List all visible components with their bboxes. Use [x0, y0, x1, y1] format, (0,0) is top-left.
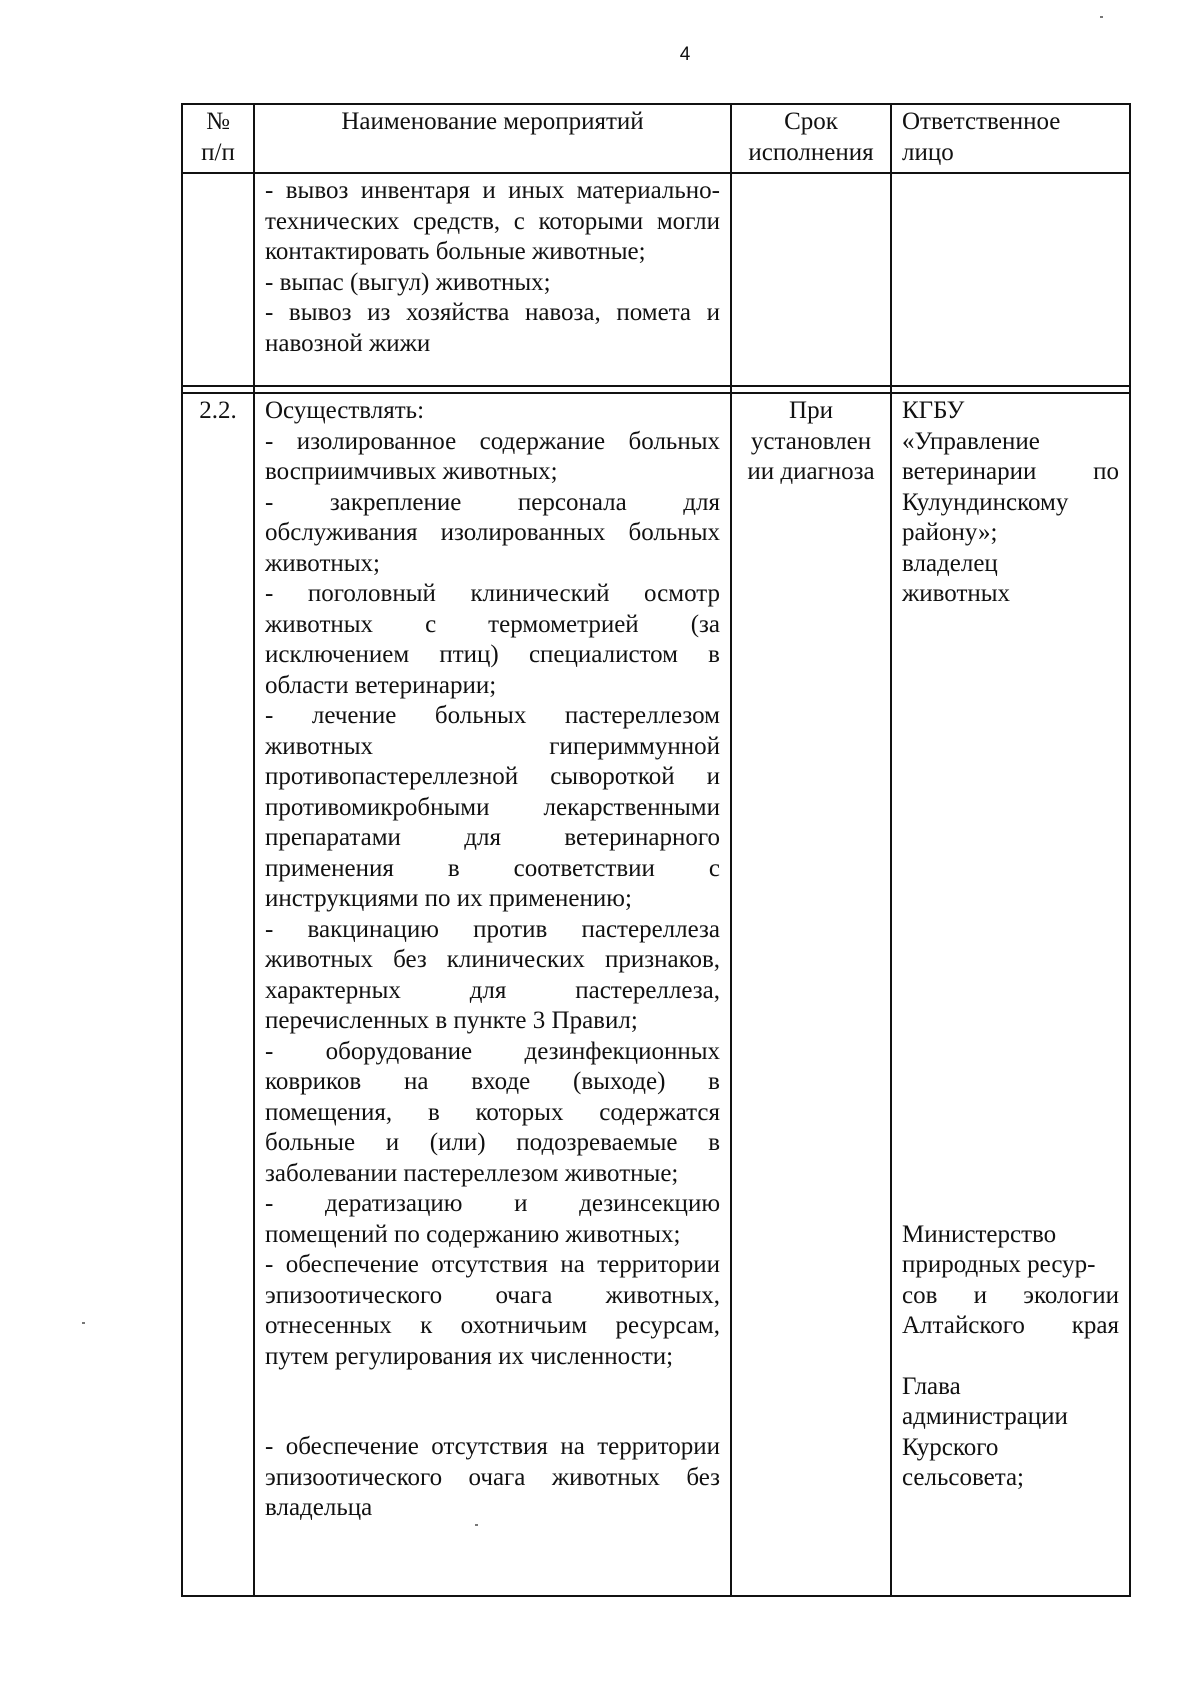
measure-line: - обеспечение отсутствия на территории: [265, 1251, 720, 1278]
responsible-line: администрации: [902, 1403, 1068, 1430]
responsible-line: Курского: [902, 1433, 999, 1461]
measure-line: противомикробными лекарственными: [265, 793, 720, 821]
responsible-line: Глава: [902, 1372, 961, 1400]
responsible-line: Алтайского края: [902, 1312, 1119, 1339]
measure-line: отнесенных к охотничьим ресурсам,: [265, 1312, 720, 1339]
header-term-line: исполнения: [748, 138, 874, 166]
header-term-line: Срок: [784, 108, 838, 135]
measure-line: обслуживания изолированных больных: [265, 519, 720, 546]
measure-line: ковриков на входе (выходе) в: [265, 1068, 720, 1095]
responsible-line: владелец: [902, 549, 998, 577]
measures-table: [181, 103, 1131, 1597]
measure-line: - поголовный клинический осмотр: [265, 580, 720, 607]
measure-line: животных без клинических признаков,: [265, 946, 720, 973]
measure-line: Осуществлять:: [265, 397, 425, 424]
responsible-line: сельсовета;: [902, 1464, 1024, 1491]
responsible-line: животных: [902, 580, 1011, 607]
responsible-line: району»;: [902, 519, 998, 546]
measure-line: технических средств, с которыми могли: [265, 207, 720, 235]
measure-line: препаратами для ветеринарного: [265, 824, 720, 851]
table-row: [182, 393, 1130, 1596]
scan-speck: [1100, 16, 1103, 18]
responsible-line: Министерство: [902, 1220, 1057, 1248]
measure-line: больные и (или) подозреваемые в: [265, 1129, 720, 1156]
measure-line: - изолированное содержание больных: [265, 427, 720, 455]
row-separator: [182, 386, 1130, 393]
row-number: [182, 173, 254, 386]
measure-line: - выпас (выгул) животных;: [265, 268, 551, 296]
measure-line: характерных для пастереллеза,: [265, 976, 720, 1004]
term-line: ии диагноза: [747, 458, 875, 485]
row-term: [731, 393, 891, 1596]
row-responsible: [891, 393, 1130, 1596]
responsible-line: Кулундинскому: [902, 488, 1069, 516]
measure-line: - оборудование дезинфекционных: [265, 1037, 720, 1065]
responsible-line: КГБУ: [902, 397, 965, 424]
measure-line: - лечение больных пастереллезом: [265, 702, 720, 729]
responsible-line: ветеринарии по: [902, 458, 1119, 485]
responsible-line: природных ресур-: [902, 1251, 1096, 1278]
measure-line: животных;: [265, 549, 381, 577]
responsible-group-vet: [902, 396, 1119, 610]
header-responsible-line: Ответственное: [902, 108, 1061, 135]
header-responsible-line: лицо: [902, 138, 954, 166]
header-num-line: №: [206, 108, 230, 135]
responsible-line: «Управление: [902, 427, 1040, 455]
measure-line: животных с термометрией (за: [265, 610, 720, 638]
scan-speck: [82, 1322, 85, 1324]
header-num-line: п/п: [201, 138, 235, 166]
term-line: При: [789, 397, 833, 424]
page-number: 4: [679, 44, 691, 65]
responsible-group-ministry: [902, 1220, 1119, 1342]
measure-line: эпизоотического очага животных,: [265, 1281, 720, 1309]
responsible-line: сов и экологии: [902, 1281, 1119, 1309]
row-number: 2.2.: [182, 393, 254, 1596]
separator-cell: [731, 386, 891, 393]
header-num: [182, 104, 254, 173]
row-responsible: [891, 173, 1130, 386]
separator-cell: [182, 386, 254, 393]
measure-line: заболевании пастереллезом животные;: [265, 1159, 679, 1187]
header-term: [731, 104, 891, 173]
row-term: [731, 173, 891, 386]
separator-cell: [254, 386, 731, 393]
measure-line: контактировать больные животные;: [265, 238, 646, 265]
row-measures: [254, 393, 731, 1596]
measure-line: помещений по содержанию животных;: [265, 1220, 681, 1248]
measure-line: эпизоотического очага животных без: [265, 1463, 720, 1491]
measure-line: - вакцинацию против пастереллеза: [265, 915, 720, 943]
measure-line: - дератизацию и дезинсекцию: [265, 1190, 720, 1217]
term-line: установлен: [750, 427, 872, 455]
responsible-group-head: [902, 1372, 1119, 1494]
measure-line: восприимчивых животных;: [265, 458, 558, 485]
measure-line: путем регулирования их численности;: [265, 1342, 674, 1370]
measure-line: - вывоз из хозяйства навоза, помета и: [265, 299, 720, 326]
scan-speck: [475, 1524, 478, 1526]
measure-spacer: [265, 1372, 720, 1432]
measure-line: противопастереллезной сывороткой и: [265, 763, 720, 790]
measure-line: применения в соответствии с: [265, 854, 720, 882]
measure-line: помещения, в которых содержатся: [265, 1098, 720, 1126]
measure-line: животных гипериммунной: [265, 732, 720, 760]
measure-line: исключением птиц) специалистом в: [265, 641, 720, 668]
table-header-row: [182, 104, 1130, 173]
measure-line: владельца: [265, 1494, 373, 1521]
measure-line: инструкциями по их применению;: [265, 885, 632, 912]
measure-line: - вывоз инвентаря и иных материально-: [265, 177, 720, 204]
measure-line: навозной жижи: [265, 329, 431, 357]
row-measures: [254, 173, 731, 386]
header-responsible: [891, 104, 1130, 173]
measure-line: перечисленных в пункте 3 Правил;: [265, 1007, 638, 1034]
separator-cell: [891, 386, 1130, 393]
table-row: [182, 173, 1130, 386]
measure-line: - обеспечение отсутствия на территории: [265, 1433, 720, 1460]
measure-line: - закрепление персонала для: [265, 488, 720, 516]
header-name: Наименование мероприятий: [254, 104, 731, 173]
measure-line: области ветеринарии;: [265, 671, 497, 699]
